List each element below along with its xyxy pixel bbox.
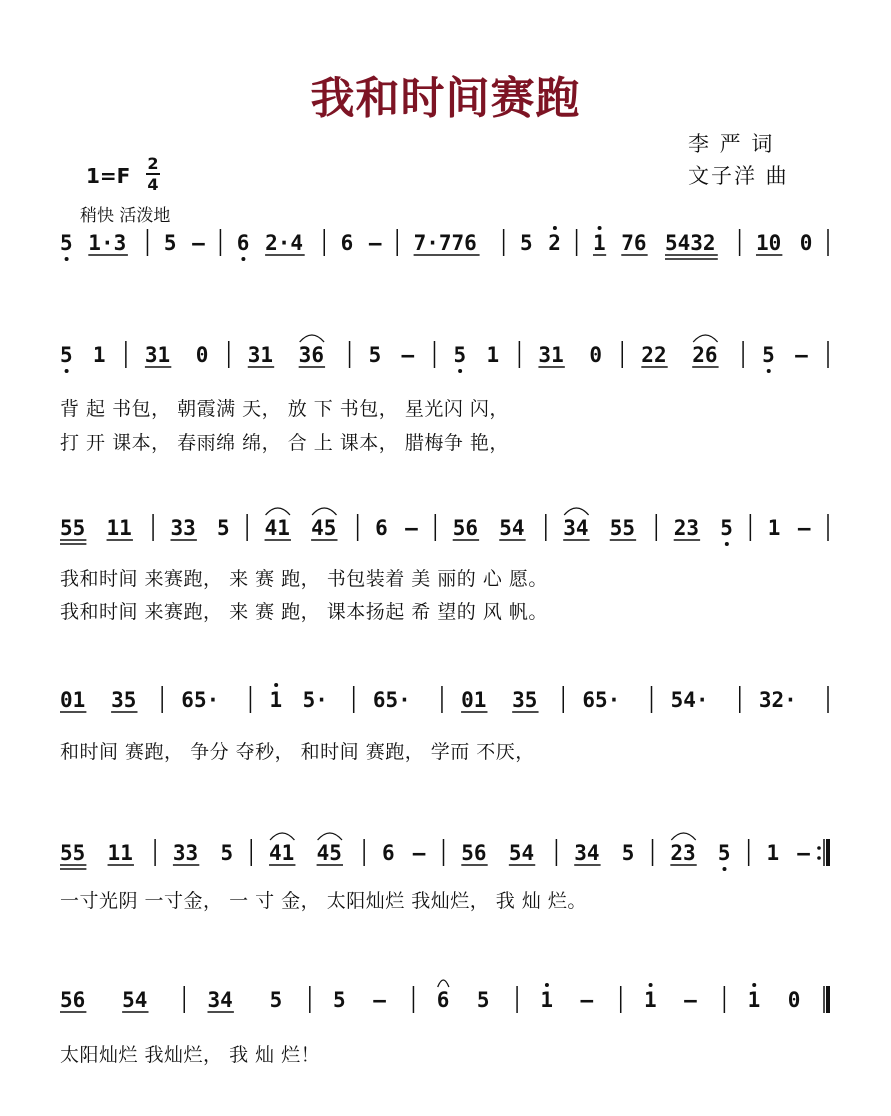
note-group: 33 <box>170 516 196 540</box>
note-group: 6 <box>375 516 388 540</box>
note-group: 0 <box>787 988 801 1012</box>
note-group: 34 <box>574 841 600 865</box>
note-group: 32· <box>758 688 797 712</box>
note-group: 5 <box>520 231 533 255</box>
note-group: 1·3 <box>88 231 127 255</box>
note-group: – <box>684 988 697 1012</box>
note-group: 5 <box>762 343 775 367</box>
note-group: 54· <box>670 688 709 712</box>
note-group: 10 <box>755 231 782 255</box>
octave-dot-low <box>65 257 69 261</box>
note-group: 23 <box>673 516 700 540</box>
slur <box>300 335 324 342</box>
repeat-dot <box>817 846 821 850</box>
note-group: 11 <box>106 516 132 540</box>
note-group: 1 <box>747 988 761 1012</box>
note-group: – <box>405 516 418 540</box>
octave-dot-low <box>767 369 771 373</box>
note-group: 0 <box>195 343 209 367</box>
octave-dot-high <box>752 983 756 987</box>
note-group: 1 <box>269 688 283 712</box>
note-group: 1 <box>592 231 606 255</box>
note-group: 1 <box>92 343 106 367</box>
note-group: 54 <box>508 841 535 865</box>
lyric-line: 我和时间 来赛跑， 来 赛 跑， 书包装着 美 丽的 心 愿。 <box>60 568 548 590</box>
note-group: 7·776 <box>413 231 477 255</box>
note-group: – <box>412 841 426 865</box>
note-group: 5 <box>60 231 73 255</box>
note-group: 5 <box>60 343 73 367</box>
note-group: 5432 <box>664 231 716 255</box>
note-group: 34 <box>563 516 589 540</box>
note-group: 5· <box>302 688 328 712</box>
note-group: 31 <box>247 343 274 367</box>
octave-dot-high <box>274 683 278 687</box>
slur <box>318 833 342 840</box>
note-group: 76 <box>621 231 647 255</box>
note-group: 5 <box>368 343 382 367</box>
note-group: 2·4 <box>265 231 304 255</box>
note-group: 1 <box>540 988 553 1012</box>
note-group: – <box>795 343 808 367</box>
note-group: 6 <box>381 841 395 865</box>
slur <box>671 833 695 840</box>
note-group: 1 <box>486 343 500 367</box>
octave-dot-low <box>725 542 729 546</box>
note-group: 5 <box>217 516 230 540</box>
lyricist-credit: 李 严 词 <box>688 132 775 156</box>
note-group: 26 <box>692 343 718 367</box>
note-group: 6 <box>236 231 250 255</box>
note-group: 01 <box>60 688 86 712</box>
octave-dot-high <box>598 226 602 230</box>
note-group: 65· <box>582 688 621 712</box>
octave-dot-low <box>241 257 245 261</box>
slur <box>693 335 717 342</box>
lyric-line: 一寸光阴 一寸金， 一 寸 金， 太阳灿烂 我灿烂， 我 灿 烂。 <box>60 890 587 912</box>
note-group: 5 <box>476 988 490 1012</box>
note-group: 11 <box>107 841 133 865</box>
note-group: 36 <box>298 343 324 367</box>
note-group: 31 <box>144 343 171 367</box>
slur <box>438 980 449 987</box>
octave-dot-high <box>649 983 653 987</box>
note-group: 1 <box>767 516 781 540</box>
note-group: 56 <box>60 988 86 1012</box>
note-group: 54 <box>122 988 148 1012</box>
time-signature-top: 2 <box>147 154 159 173</box>
note-group: 6 <box>436 988 450 1012</box>
note-group: 5 <box>333 988 346 1012</box>
note-group: 5 <box>453 343 467 367</box>
note-group: 01 <box>461 688 487 712</box>
repeat-dot <box>817 856 821 860</box>
lyric-line: 太阳灿烂 我灿烂， 我 灿 烂！ <box>60 1044 321 1066</box>
note-group: 2 <box>548 231 561 255</box>
composer-credit: 文子洋 曲 <box>688 164 789 188</box>
note-group: – <box>192 231 205 255</box>
slur <box>312 508 336 515</box>
lyric-line: 打 开 课本， 春雨绵 绵， 合 上 课本， 腊梅争 艳， <box>60 432 509 454</box>
note-group: 41 <box>264 516 290 540</box>
note-group: 23 <box>670 841 696 865</box>
note-group: 0 <box>589 343 602 367</box>
note-group: 54 <box>499 516 525 540</box>
note-group: 65· <box>181 688 220 712</box>
note-group: 56 <box>452 516 479 540</box>
note-group: – <box>580 988 594 1012</box>
note-group: 65· <box>372 688 411 712</box>
note-group: – <box>368 231 382 255</box>
slur <box>564 508 588 515</box>
time-signature-bottom: 4 <box>147 175 159 194</box>
tempo-marking: 稍快 活泼地 <box>80 206 171 226</box>
note-group: 56 <box>461 841 487 865</box>
lyric-line: 和时间 赛跑， 争分 夺秒， 和时间 赛跑， 学而 不厌， <box>60 741 535 763</box>
lyric-line: 我和时间 来赛跑， 来 赛 跑， 课本扬起 希 望的 风 帆。 <box>60 601 548 623</box>
note-group: 55 <box>60 516 86 540</box>
octave-dot-high <box>545 983 549 987</box>
note-group: 33 <box>172 841 199 865</box>
note-group: 5 <box>163 231 177 255</box>
note-group: 5 <box>269 988 283 1012</box>
note-group: 5 <box>720 516 733 540</box>
note-group: 31 <box>538 343 564 367</box>
note-group: – <box>797 841 810 865</box>
note-group: 0 <box>799 231 813 255</box>
note-group: 22 <box>641 343 667 367</box>
octave-dot-low <box>722 867 726 871</box>
note-group: 1 <box>643 988 657 1012</box>
note-group: – <box>401 343 415 367</box>
note-group: 1 <box>766 841 780 865</box>
note-group: 41 <box>269 841 295 865</box>
slur <box>270 833 294 840</box>
note-group: 45 <box>316 841 342 865</box>
song-title: 我和时间赛跑 <box>310 73 581 124</box>
note-group: 55 <box>609 516 636 540</box>
note-group: 55 <box>60 841 86 865</box>
note-group: 34 <box>207 988 233 1012</box>
key-signature: 1=F <box>86 164 131 188</box>
octave-dot-high <box>553 226 557 230</box>
lyric-line: 背 起 书包， 朝霞满 天， 放 下 书包， 星光闪 闪， <box>60 398 509 420</box>
note-group: 5 <box>621 841 635 865</box>
octave-dot-low <box>65 369 69 373</box>
note-group: 5 <box>220 841 234 865</box>
note-group: 35 <box>111 688 137 712</box>
note-group: 45 <box>311 516 337 540</box>
octave-dot-low <box>458 369 462 373</box>
slur <box>266 508 290 515</box>
note-group: 5 <box>717 841 731 865</box>
note-group: 35 <box>512 688 538 712</box>
note-group: – <box>373 988 386 1012</box>
note-group: – <box>797 516 811 540</box>
note-group: 6 <box>340 231 354 255</box>
